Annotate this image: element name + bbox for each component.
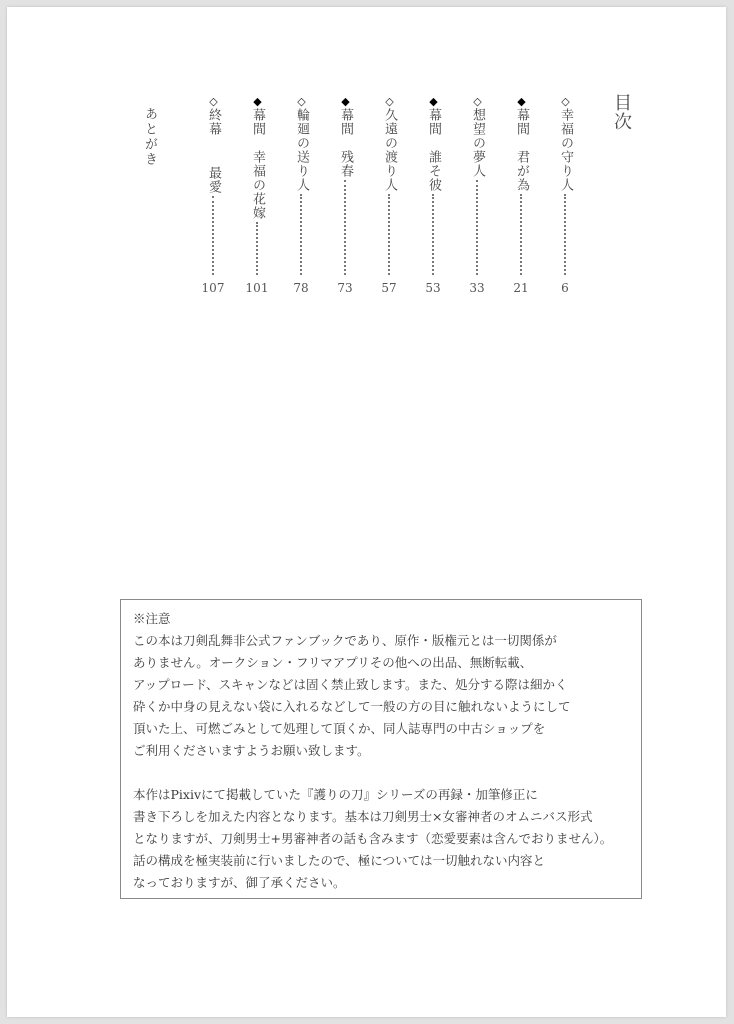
toc-entry-label: 誰そ彼 (426, 150, 441, 192)
notice-box (120, 599, 642, 899)
diamond-outline-icon: ◇ (471, 95, 484, 108)
diamond-filled-icon: ◆ (251, 95, 264, 108)
toc-page-number: 53 (425, 281, 441, 295)
toc-entry-label: 幸福の守り人 (558, 108, 573, 192)
leader-dots (300, 194, 302, 275)
leader-dots (432, 194, 434, 275)
toc-page-number: 57 (381, 281, 397, 295)
toc-entry[interactable] (289, 95, 313, 295)
notice-line: アップロード、スキャンなどは固く禁止致します。また、処分する際は細かく (133, 677, 568, 692)
leader-dots (344, 180, 346, 275)
diamond-filled-icon: ◆ (515, 95, 528, 108)
toc-entry-label: 君が為 (514, 150, 529, 192)
diamond-outline-icon: ◇ (207, 95, 220, 108)
toc-entry[interactable] (465, 95, 489, 295)
toc-entry-prefix: 幕間 (250, 108, 265, 136)
toc-entry-label: 輪廻の送り人 (294, 108, 309, 192)
notice-line: 頂いた上、可燃ごみとして処理して頂くか、同人誌専門の中古ショップを (133, 721, 546, 736)
toc-page-number: 6 (561, 281, 569, 295)
notice-line: この本は刀剣乱舞非公式ファンブックであり、原作・版権元とは一切関係が (133, 633, 557, 648)
toc-entry[interactable] (553, 95, 577, 295)
toc-entry-prefix: 幕間 (514, 108, 529, 136)
toc-entry[interactable] (421, 95, 445, 295)
leader-dots (476, 180, 478, 275)
diamond-filled-icon: ◆ (339, 95, 352, 108)
notice-heading: ※注意 (133, 611, 171, 626)
toc-page-number: 107 (201, 281, 225, 295)
leader-dots (212, 196, 214, 275)
toc-page-number: 21 (513, 281, 529, 295)
toc-entry-prefix: 終幕 (206, 108, 221, 136)
diamond-outline-icon: ◇ (383, 95, 396, 108)
toc-entry-label: 幸福の花嫁 (250, 150, 265, 220)
toc-entry-label: 最愛 (206, 166, 221, 194)
leader-dots (388, 194, 390, 275)
toc-entry[interactable] (245, 95, 269, 295)
document-page (7, 7, 726, 1017)
toc-entry-prefix: 幕間 (426, 108, 441, 136)
notice-line: 本作はPixivにて掲載していた『護りの刀』シリーズの再録・加筆修正に (133, 787, 538, 802)
notice-line: なっておりますが、御了承ください。 (133, 875, 346, 890)
toc-entry[interactable] (201, 95, 225, 295)
toc-page-number: 73 (337, 281, 353, 295)
diamond-outline-icon: ◇ (559, 95, 572, 108)
leader-dots (256, 222, 258, 275)
toc-afterword[interactable]: あとがき (142, 107, 157, 167)
leader-dots (564, 194, 566, 275)
table-of-contents (7, 95, 726, 305)
notice-line: ありません。オークション・フリマアプリその他への出品、無断転載、 (133, 655, 533, 670)
toc-entry[interactable] (333, 95, 357, 295)
notice-line: ご利用くださいますようお願い致します。 (133, 743, 370, 758)
toc-entry-prefix: 幕間 (338, 108, 353, 136)
diamond-outline-icon: ◇ (295, 95, 308, 108)
toc-title: 目次 (611, 93, 632, 131)
toc-entry-label: 残春 (338, 150, 353, 178)
toc-entry[interactable] (377, 95, 401, 295)
toc-entry[interactable] (509, 95, 533, 295)
toc-page-number: 101 (245, 281, 269, 295)
notice-line: 砕くか中身の見えない袋に入れるなどして一般の方の目に触れないようにして (133, 699, 571, 714)
notice-line: 書き下ろしを加えた内容となります。基本は刀剣男士×女審神者のオムニバス形式 (133, 809, 593, 824)
toc-entry-label: 久遠の渡り人 (382, 108, 397, 192)
toc-entry-label: 想望の夢人 (470, 108, 485, 178)
toc-page-number: 33 (469, 281, 485, 295)
notice-line: となりますが、刀剣男士+男審神者の話も含みます（恋愛要素は含んでおりません）。 (133, 831, 613, 846)
notice-line: 話の構成を極実装前に行いましたので、極については一切触れない内容と (133, 853, 546, 868)
toc-page-number: 78 (293, 281, 309, 295)
leader-dots (520, 194, 522, 275)
diamond-filled-icon: ◆ (427, 95, 440, 108)
